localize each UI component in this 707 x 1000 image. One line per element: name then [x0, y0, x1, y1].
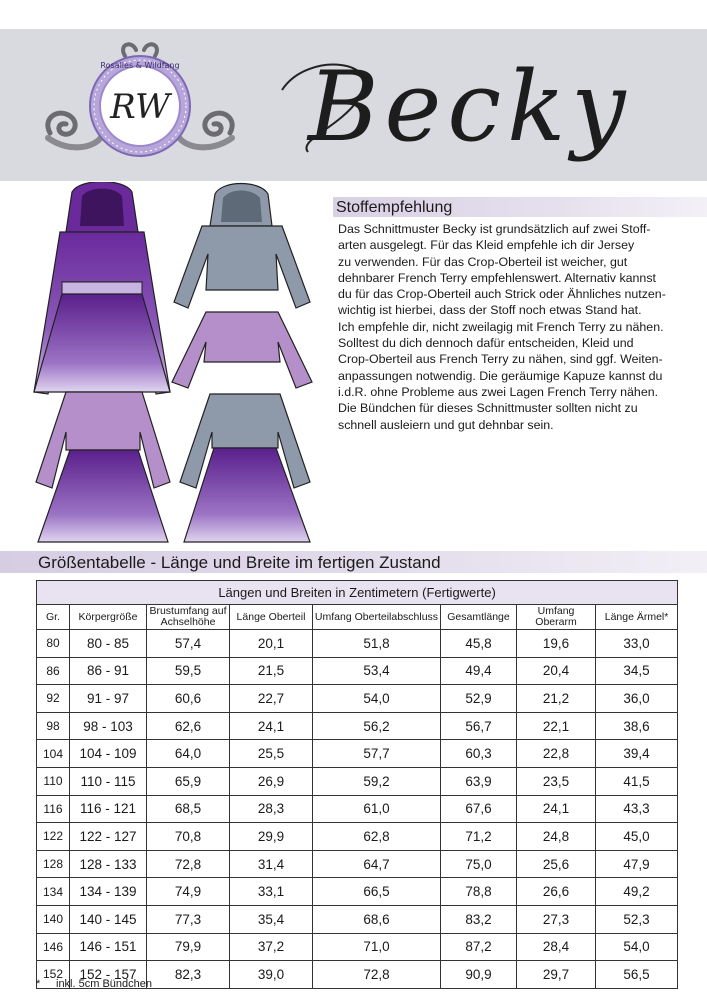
table-cell: 31,4 — [230, 850, 313, 878]
size-table — [36, 580, 678, 989]
column-header: Gr. — [37, 605, 70, 630]
table-row — [37, 685, 678, 713]
table-cell: 72,8 — [313, 961, 441, 989]
table-cell: 63,9 — [441, 767, 517, 795]
table-cell: 122 - 127 — [70, 823, 147, 851]
table-cell: 52,9 — [441, 685, 517, 713]
size-cell: 146 — [37, 933, 70, 961]
table-cell: 56,2 — [313, 712, 441, 740]
table-row — [37, 630, 678, 658]
table-cell: 24,1 — [517, 795, 596, 823]
fabric-section-header — [333, 197, 707, 217]
table-cell: 134 - 139 — [70, 878, 147, 906]
table-cell: 56,7 — [441, 712, 517, 740]
size-cell: 110 — [37, 767, 70, 795]
table-cell: 23,5 — [517, 767, 596, 795]
table-cell: 90,9 — [441, 961, 517, 989]
table-cell: 60,6 — [147, 685, 230, 713]
table-cell: 21,5 — [230, 657, 313, 685]
svg-text:RW: RW — [110, 87, 170, 127]
table-cell: 52,3 — [596, 905, 678, 933]
table-cell: 43,3 — [596, 795, 678, 823]
table-cell: 33,0 — [596, 630, 678, 658]
size-table-heading: Größentabelle - Länge und Breite im fertigen Zustand — [38, 553, 441, 572]
table-cell: 86 - 91 — [70, 657, 147, 685]
table-cell: 110 - 115 — [70, 767, 147, 795]
table-cell: 59,5 — [147, 657, 230, 685]
table-row — [37, 795, 678, 823]
table-cell: 47,9 — [596, 850, 678, 878]
size-cell: 128 — [37, 850, 70, 878]
table-cell: 20,1 — [230, 630, 313, 658]
table-cell: 41,5 — [596, 767, 678, 795]
table-cell: 78,8 — [441, 878, 517, 906]
table-cell: 36,0 — [596, 685, 678, 713]
table-cell: 34,5 — [596, 657, 678, 685]
fabric-heading: Stoffempfehlung — [336, 199, 453, 216]
size-cell: 140 — [37, 905, 70, 933]
table-cell: 75,0 — [441, 850, 517, 878]
table-cell: 49,2 — [596, 878, 678, 906]
table-cell: 45,0 — [596, 823, 678, 851]
table-row — [37, 878, 678, 906]
size-cell: 104 — [37, 740, 70, 768]
table-cell: 83,2 — [441, 905, 517, 933]
column-header: Umfang Oberteilabschluss — [313, 605, 441, 630]
table-cell: 61,0 — [313, 795, 441, 823]
table-cell: 65,9 — [147, 767, 230, 795]
table-cell: 64,7 — [313, 850, 441, 878]
table-cell: 87,2 — [441, 933, 517, 961]
crop-top-dress-drawing — [36, 392, 170, 542]
table-cell: 140 - 145 — [70, 905, 147, 933]
table-cell: 128 - 133 — [70, 850, 147, 878]
footnote-marker: * — [36, 978, 41, 990]
size-cell: 122 — [37, 823, 70, 851]
footnote-text: inkl. 5cm Bündchen — [56, 978, 152, 990]
table-cell: 37,2 — [230, 933, 313, 961]
table-cell: 98 - 103 — [70, 712, 147, 740]
table-cell: 67,6 — [441, 795, 517, 823]
table-cell: 146 - 151 — [70, 933, 147, 961]
table-cell: 29,7 — [517, 961, 596, 989]
table-cell: 60,3 — [441, 740, 517, 768]
size-cell: 116 — [37, 795, 70, 823]
table-cell: 70,8 — [147, 823, 230, 851]
column-header: Brustumfang auf Achselhöhe — [147, 605, 230, 630]
size-cell: 92 — [37, 685, 70, 713]
fabric-line: schnell ausleiern und gut dehnbar sein. — [338, 417, 554, 432]
footnote — [36, 978, 152, 990]
size-cell: 152 — [37, 961, 70, 989]
cropped-hoodie-drawing — [174, 184, 310, 309]
table-cell: 152 - 157 — [70, 961, 147, 989]
table-cell: 57,7 — [313, 740, 441, 768]
table-cell: 24,1 — [230, 712, 313, 740]
size-cell: 80 — [37, 630, 70, 658]
column-header: Länge Oberteil — [230, 605, 313, 630]
fabric-line: Ich empfehle dir, nicht zweilagig mit French Terry zu nähen. — [338, 319, 664, 334]
fabric-description — [338, 221, 698, 433]
svg-text:Becky: Becky — [308, 51, 632, 163]
table-cell: 71,0 — [313, 933, 441, 961]
fabric-line: dehnbarer French Terry empfehlenswert. Alternativ kannst — [338, 270, 656, 285]
table-cell: 33,1 — [230, 878, 313, 906]
size-table-section-header — [0, 551, 707, 573]
table-cell: 51,8 — [313, 630, 441, 658]
table-cell: 80 - 85 — [70, 630, 147, 658]
table-cell: 77,3 — [147, 905, 230, 933]
table-cell: 57,4 — [147, 630, 230, 658]
pattern-title — [268, 40, 688, 170]
table-cell: 71,2 — [441, 823, 517, 851]
table-row — [37, 767, 678, 795]
column-header: Länge Ärmel* — [596, 605, 678, 630]
table-cell: 27,3 — [517, 905, 596, 933]
fabric-line: i.d.R. ohne Probleme aus zwei Lagen French Terry nähen. — [338, 384, 659, 399]
garment-illustrations — [20, 182, 330, 560]
table-cell: 28,4 — [517, 933, 596, 961]
hooded-dress-drawing — [34, 182, 170, 394]
table-cell: 49,4 — [441, 657, 517, 685]
table-cell: 28,3 — [230, 795, 313, 823]
table-cell: 35,4 — [230, 905, 313, 933]
table-cell: 68,6 — [313, 905, 441, 933]
fabric-line: wichtig ist hierbei, dass der Stoff noch etwas Stand hat. — [338, 303, 642, 318]
table-cell: 62,6 — [147, 712, 230, 740]
table-cell: 29,9 — [230, 823, 313, 851]
table-cell: 26,9 — [230, 767, 313, 795]
table-cell: 54,0 — [596, 933, 678, 961]
crop-top-drawing — [172, 312, 312, 388]
table-cell: 22,8 — [517, 740, 596, 768]
fabric-line: Die Bündchen für dieses Schnittmuster sollten nicht zu — [338, 401, 638, 416]
brand-logo — [40, 38, 240, 173]
table-cell: 79,9 — [147, 933, 230, 961]
table-cell: 25,5 — [230, 740, 313, 768]
table-cell: 116 - 121 — [70, 795, 147, 823]
size-cell: 86 — [37, 657, 70, 685]
table-row — [37, 933, 678, 961]
table-cell: 62,8 — [313, 823, 441, 851]
table-cell: 22,7 — [230, 685, 313, 713]
table-cell: 38,6 — [596, 712, 678, 740]
table-row — [37, 823, 678, 851]
table-cell: 24,8 — [517, 823, 596, 851]
table-cell: 66,5 — [313, 878, 441, 906]
table-cell: 64,0 — [147, 740, 230, 768]
table-row — [37, 850, 678, 878]
table-cell: 91 - 97 — [70, 685, 147, 713]
fabric-line: anpassungen notwendig. Die geräumige Kapuze kannst du — [338, 368, 663, 383]
fabric-line: Das Schnittmuster Becky ist grundsätzlich auf zwei Stoff- — [338, 222, 651, 236]
table-row — [37, 657, 678, 685]
table-cell: 20,4 — [517, 657, 596, 685]
table-cell: 68,5 — [147, 795, 230, 823]
fabric-line: zu verwenden. Für das Crop-Oberteil ist weicher, gut — [338, 254, 628, 269]
fabric-line: arten ausgelegt. Für das Kleid empfehle ich dir Jersey — [338, 238, 635, 253]
table-cell: 19,6 — [517, 630, 596, 658]
table-cell: 82,3 — [147, 961, 230, 989]
size-cell: 134 — [37, 878, 70, 906]
table-cell: 56,5 — [596, 961, 678, 989]
table-cell: 104 - 109 — [70, 740, 147, 768]
table-cell: 22,1 — [517, 712, 596, 740]
size-table-caption: Längen und Breiten in Zentimetern (Fertigwerte) — [37, 581, 678, 605]
table-cell: 53,4 — [313, 657, 441, 685]
fabric-line: Crop-Oberteil aus French Terry zu nähen, sind ggf. Weiten- — [338, 352, 663, 367]
column-header: Körpergröße — [70, 605, 147, 630]
table-row — [37, 740, 678, 768]
grey-top-dress-drawing — [180, 394, 310, 542]
fabric-line: Solltest du dich dennoch dafür entscheiden, Kleid und — [338, 336, 634, 351]
fabric-line: du für das Crop-Oberteil auch Strick oder Ähnliches nutzen- — [338, 287, 666, 302]
table-cell: 39,4 — [596, 740, 678, 768]
table-cell: 59,2 — [313, 767, 441, 795]
table-row — [37, 712, 678, 740]
table-cell: 25,6 — [517, 850, 596, 878]
column-header: Gesamtlänge — [441, 605, 517, 630]
table-cell: 26,6 — [517, 878, 596, 906]
column-header: Umfang Oberarm — [517, 605, 596, 630]
table-cell: 72,8 — [147, 850, 230, 878]
table-cell: 54,0 — [313, 685, 441, 713]
table-cell: 45,8 — [441, 630, 517, 658]
svg-text:Rosalies & Wildfang: Rosalies & Wildfang — [100, 61, 180, 70]
table-cell: 21,2 — [517, 685, 596, 713]
table-cell: 39,0 — [230, 961, 313, 989]
table-row — [37, 905, 678, 933]
table-header-row — [37, 605, 678, 630]
size-cell: 98 — [37, 712, 70, 740]
table-cell: 74,9 — [147, 878, 230, 906]
